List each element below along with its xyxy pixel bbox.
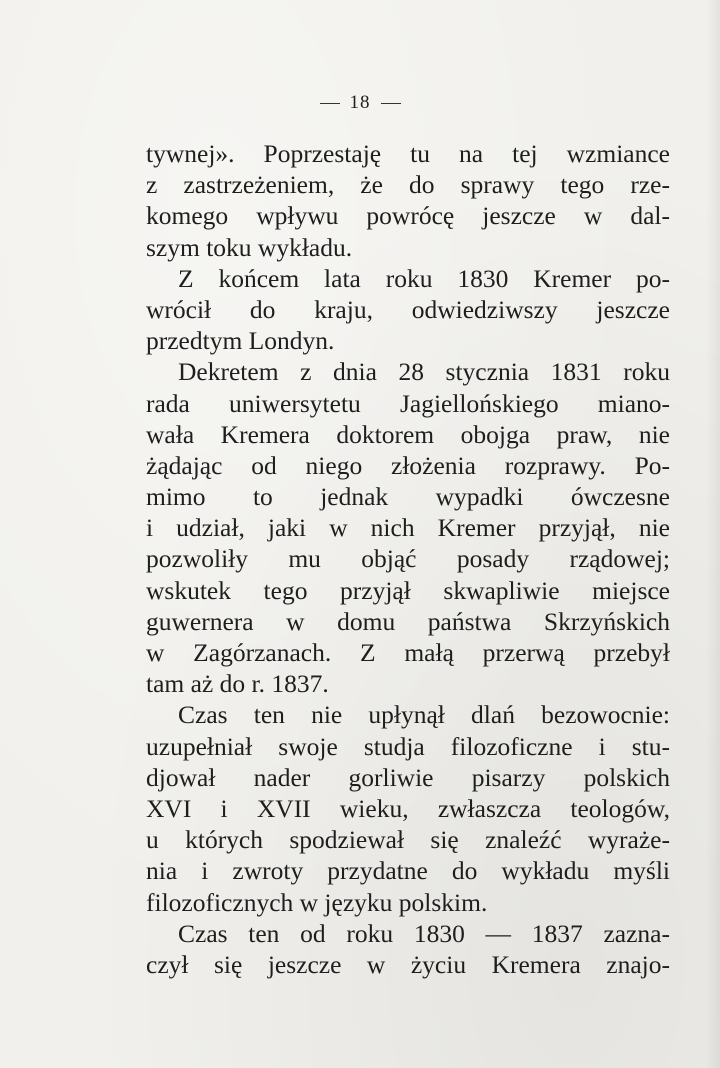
text-line: pozwoliły mu objąć posady rządowej; xyxy=(146,544,670,574)
text-line: z zastrzeżeniem, że do sprawy tego rze- xyxy=(146,170,670,200)
text-line: komego wpływu powrócę jeszcze w dal- xyxy=(146,201,670,231)
text-line: tam aż do r. 1837. xyxy=(146,669,329,699)
text-line: uzupełniał swoje studja filozoficzne i stu- xyxy=(146,731,670,761)
text-line: Czas ten nie upłynął dlań bezowocnie: xyxy=(178,700,670,730)
text-line: w Zagórzanach. Z małą przerwą przebył xyxy=(146,638,670,667)
text-line: Dekretem z dnia 28 stycznia 1831 roku xyxy=(178,357,670,387)
text-line: u których spodziewał się znaleźć wyraże- xyxy=(146,825,670,855)
text-line: Czas ten od roku 1830 — 1837 zazna- xyxy=(178,918,670,948)
text-line: wała Kremera doktorem obojga praw, nie xyxy=(146,419,670,449)
text-line: djował nader gorliwie pisarzy polskich xyxy=(146,762,670,792)
text-line: wskutek tego przyjął skwapliwie miejsce xyxy=(146,575,670,605)
page-number: 18 xyxy=(349,92,371,113)
text-line: nia i zwroty przydatne do wykładu myśli xyxy=(146,856,670,886)
text-line: tywnej». Poprzestaję tu na tej wzmiance xyxy=(146,139,670,168)
text-line: czył się jeszcze w życiu Kremera znajo- xyxy=(146,949,670,979)
left-dash xyxy=(320,103,340,104)
text-line: XVI i XVII wieku, zwłaszcza teologów, xyxy=(146,793,670,823)
body-text xyxy=(146,138,670,980)
text-line: szym toku wykładu. xyxy=(146,232,353,262)
text-line: mimo to jednak wypadki ówczesne xyxy=(146,482,670,512)
text-line: filozoficznych w języku polskim. xyxy=(146,887,488,917)
right-dash xyxy=(381,103,401,104)
text-line: Z końcem lata roku 1830 Kremer po- xyxy=(178,263,670,293)
text-line: i udział, jaki w nich Kremer przyjął, nie xyxy=(146,513,670,543)
text-line: przedtym Londyn. xyxy=(146,326,335,356)
text-line: żądając od niego złożenia rozprawy. Po- xyxy=(146,450,670,480)
text-line: wrócił do kraju, odwiedziwszy jeszcze xyxy=(146,294,670,324)
page-edge-shadow xyxy=(706,0,720,1068)
text-line: guwernera w domu państwa Skrzyńskich xyxy=(146,606,670,636)
page-number-header xyxy=(0,92,720,114)
text-line: rada uniwersytetu Jagiellońskiego miano- xyxy=(146,388,670,418)
